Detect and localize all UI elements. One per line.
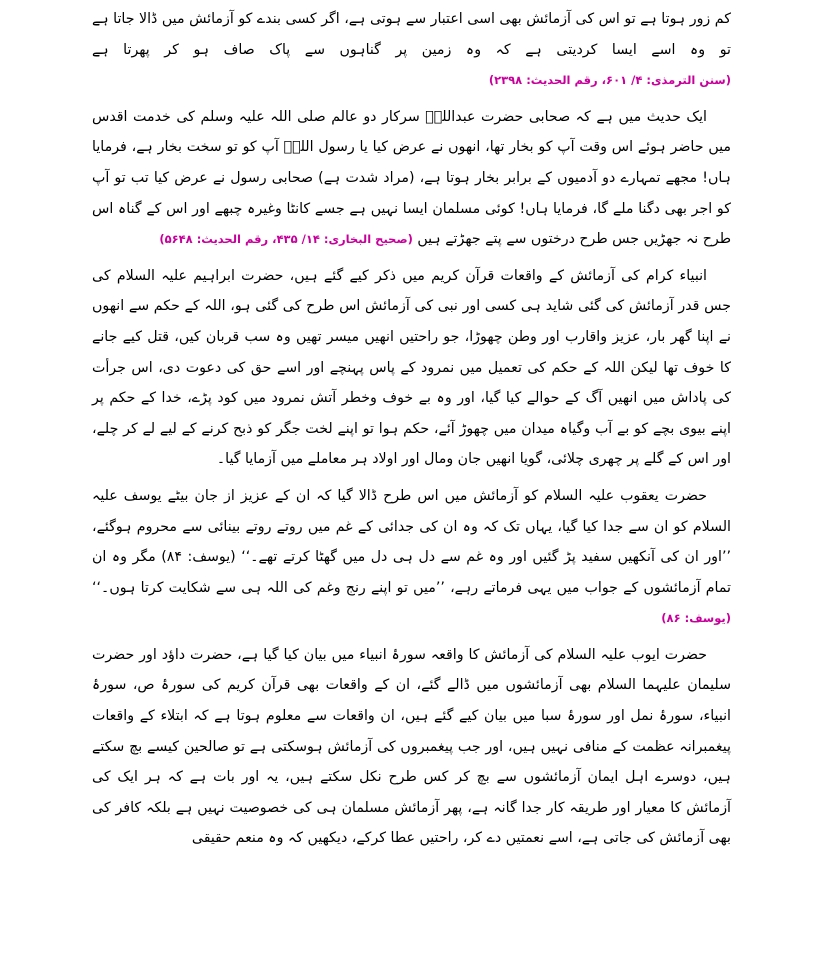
paragraph-1 bbox=[92, 4, 731, 96]
paragraph-5-text: حضرت ایوب علیہ السلام کی آزمائش کا واقعہ سورۂ انبیاء میں بیان کیا گیا ہے، حضرت داؤد اور حضرت سلیمان علیہما السلام بھی آزمائشوں میں ڈالے گئے، ان کے واقعات بھی قرآن کریم کی سورۂ ص، سورۂ انبیاء، سورۂ نمل اور سورۂ سبا میں بیان کیے گئے ہیں، ان واقعات سے معلوم ہوتا ہے کہ ابتلاء کے واقعات پیغمبرانہ عظمت کے منافی نہیں ہیں، اور جب پیغمبروں کی آزمائش ہوسکتی ہے تو صالحین کیسے بچ سکتے ہیں، دوسرے اہل ایمان آزمائشوں سے بچ کر کس طرح نکل سکتے ہیں، یہ اور بات ہے کہ ہر ایک کی آزمائش کا معیار اور طریقہ کار جدا گانہ ہے، پھر آزمائش مسلمان ہی کی خصوصیت نہیں ہے بلکہ کافر کی بھی آزمائش کی جاتی ہے، اسے نعمتیں دے کر، راحتیں عطا کرکے، دیکھیں کہ وہ منعم حقیقی bbox=[92, 646, 731, 847]
paragraph-4-reference: (یوسف: ۸۶) bbox=[661, 611, 731, 626]
paragraph-1-text: کم زور ہوتا ہے تو اس کی آزمائش بھی اسی اعتبار سے ہوتی ہے، اگر کسی بندے کو آزمائش میں ڈالا جاتا ہے تو وہ اسے ایسا کردیتی ہے کہ وہ زمین پر گناہوں سے پاک صاف ہو کر پھرتا ہے bbox=[92, 11, 731, 58]
paragraph-2-text: ایک حدیث میں ہے کہ صحابی حضرت عبداللہؓ سرکار دو عالم صلی اللہ علیہ وسلم کی خدمت اقدس میں حاضر ہوئے اس وقت آپ کو بخار تھا، انھوں نے عرض کیا یا رسول اللہؐ آپ کو تو سخت بخار ہے، فرمایا ہاں! مجھے تمہارے دو آدمیوں کے برابر بخار ہوتا ہے، (مراد شدت ہے) صحابی رسول نے عرض کیا تب تو آپ کو اجر بھی دگنا ملے گا، فرمایا ہاں! کوئی مسلمان ایسا نہیں ہے جسے کانٹا وغیرہ چبھے اور اس کے گناہ اس طرح نہ جھڑیں جس طرح درختوں سے پتے جھڑتے ہیں bbox=[92, 108, 731, 248]
paragraph-3 bbox=[92, 261, 731, 475]
paragraph-2-reference: (صحیح البخاری: ۱۴/ ۴۳۵، رقم الحدیث: ۵۶۴۸) bbox=[159, 232, 413, 247]
paragraph-1-reference: (سنن الترمذی: ۴/ ۶۰۱، رقم الحدیث: ۲۳۹۸) bbox=[488, 73, 731, 88]
paragraph-4 bbox=[92, 481, 731, 634]
paragraph-3-text: انبیاء کرام کی آزمائش کے واقعات قرآن کریم میں ذکر کیے گئے ہیں، حضرت ابراہیم علیہ السلام کی جس قدر آزمائش کی گئی شاید ہی کسی اور نبی کی آزمائش اس طرح کی گئی ہو، اللہ کے حکم سے انھوں نے اپنا گھر بار، عزیز واقارب اور وطن چھوڑا، جو راحتیں انھیں میسر تھیں وہ سب قربان کیں، قتل کیے جانے کا خوف تھا لیکن اللہ کے حکم کی تعمیل میں نمرود کے پاس پہنچے اور اسے حق کی دعوت دی، اس جرأت کی پاداش میں انھیں آگ کے حوالے کیا گیا، اور وہ بے خوف وخطر آتش نمرود میں کود پڑے، خدا کے حکم پر اپنے بیوی بچے کو بے آب وگیاہ میدان میں چھوڑ آئے، حکم ہوا تو اپنے لخت جگر کو ذبح کرنے کے لیے لے کر چلے، اور اس کے گلے پر چھری چلائی، گویا انھیں جان ومال اور اولاد ہر معاملے میں آزمایا گیا۔ bbox=[92, 267, 731, 468]
paragraph-4-text: حضرت یعقوب علیہ السلام کو آزمائش میں اس طرح ڈالا گیا کہ ان کے عزیز از جان بیٹے یوسف علیہ السلام کو ان سے جدا کیا گیا، یہاں تک کہ وہ ان کی جدائی کے غم میں روتے روتے بینائی سے محروم ہوگئے، ’’اور ان کی آنکھیں سفید پڑ گئیں اور وہ غم سے دل ہی دل میں گھٹا کرتے تھے۔‘‘ (یوسف: ۸۴) مگر وہ ان تمام آزمائشوں کے جواب میں یہی فرماتے رہے، ’’میں تو اپنے رنج وغم کی اللہ ہی سے شکایت کرتا ہوں۔‘‘ bbox=[92, 487, 731, 596]
paragraph-5 bbox=[92, 640, 731, 854]
paragraph-2 bbox=[92, 102, 731, 255]
